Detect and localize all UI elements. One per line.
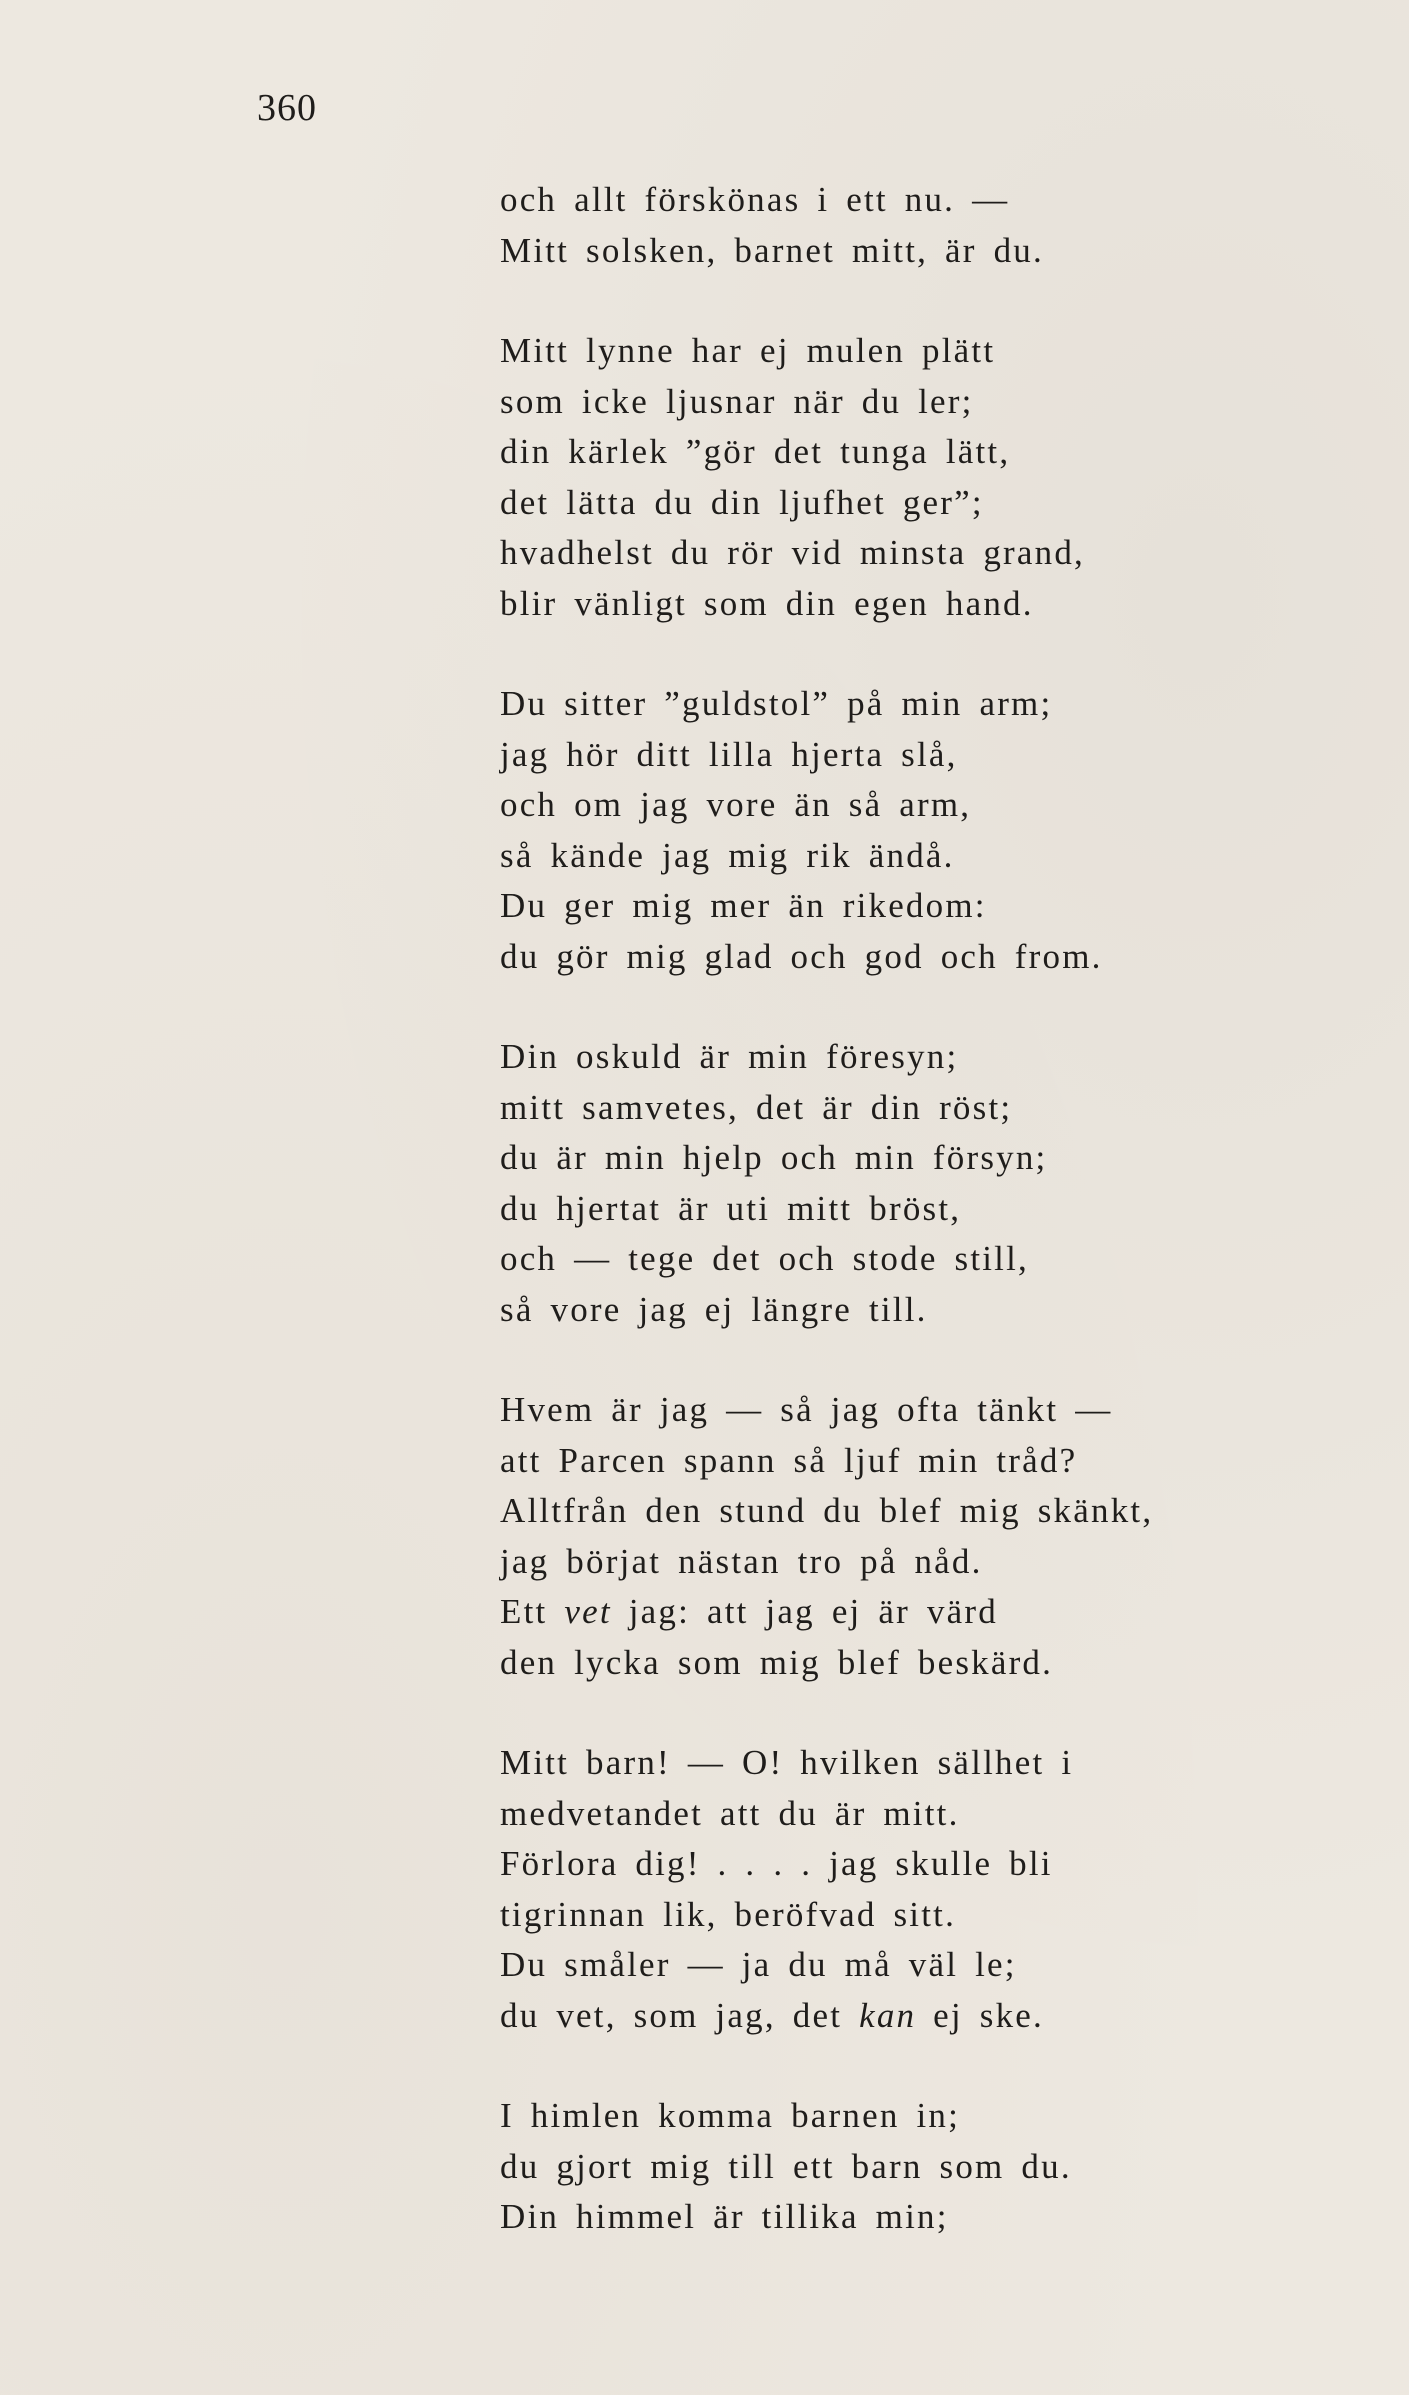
stanza <box>500 1738 1260 2041</box>
poem-line: du gör mig glad och god och from. <box>500 936 1103 976</box>
poem-line: Du sitter ”guldstol” på min arm; <box>500 684 1053 723</box>
stanza <box>500 2091 1260 2243</box>
poem-line: din kärlek ”gör det tunga lätt, <box>500 432 1011 471</box>
poem <box>500 175 1260 2293</box>
poem-line: Du småler — ja du må väl le; <box>500 1945 1017 1984</box>
poem-line: Mitt solsken, barnet mitt, är du. <box>500 230 1044 270</box>
stanza <box>500 1385 1260 1688</box>
poem-line: tigrinnan lik, beröfvad sitt. <box>500 1894 957 1934</box>
poem-line: Hvem är jag — så jag ofta tänkt — <box>500 1390 1113 1429</box>
page-number: 360 <box>257 87 317 129</box>
poem-line: så kände jag mig rik ändå. <box>500 835 955 875</box>
poem-line: I himlen komma barnen in; <box>500 2096 961 2135</box>
poem-line: som icke ljusnar när du ler; <box>500 381 974 421</box>
poem-line: och — tege det och stode still, <box>500 1239 1029 1278</box>
poem-line: och allt förskönas i ett nu. — <box>500 180 1010 219</box>
poem-line: Din himmel är tillika min; <box>500 2197 949 2236</box>
poem-line: Du ger mig mer än rikedom: <box>500 886 987 925</box>
poem-line: och om jag vore än så arm, <box>500 785 972 824</box>
poem-line: Ett vet jag: att jag ej är värd <box>500 1592 998 1631</box>
poem-line: hvadhelst du rör vid minsta grand, <box>500 533 1085 572</box>
poem-line: jag börjat nästan tro på nåd. <box>500 1541 983 1581</box>
poem-line: du vet, som jag, det kan ej ske. <box>500 1995 1044 2035</box>
poem-line: så vore jag ej längre till. <box>500 1289 928 1329</box>
poem-line: mitt samvetes, det är din röst; <box>500 1087 1013 1127</box>
poem-line: Mitt barn! — O! hvilken sällhet i <box>500 1743 1074 1782</box>
poem-line: jag hör ditt lilla hjerta slå, <box>500 734 958 774</box>
poem-line: den lycka som mig blef beskärd. <box>500 1642 1054 1682</box>
poem-line: blir vänligt som din egen hand. <box>500 583 1034 623</box>
poem-line: medvetandet att du är mitt. <box>500 1793 960 1833</box>
stanza <box>500 1032 1260 1335</box>
poem-line: Din oskuld är min föresyn; <box>500 1037 959 1076</box>
poem-line: Förlora dig! . . . . jag skulle bli <box>500 1844 1053 1883</box>
poem-line: det lätta du din ljufhet ger”; <box>500 482 984 522</box>
poem-line: Mitt lynne har ej mulen plätt <box>500 331 996 370</box>
stanza <box>500 326 1260 629</box>
poem-line: du är min hjelp och min försyn; <box>500 1138 1048 1177</box>
poem-line: Alltfrån den stund du blef mig skänkt, <box>500 1491 1154 1530</box>
poem-line: du gjort mig till ett barn som du. <box>500 2146 1072 2186</box>
poem-line: att Parcen spann så ljuf min tråd? <box>500 1440 1078 1480</box>
stanza <box>500 175 1260 276</box>
poem-line: du hjertat är uti mitt bröst, <box>500 1188 962 1228</box>
stanza <box>500 679 1260 982</box>
